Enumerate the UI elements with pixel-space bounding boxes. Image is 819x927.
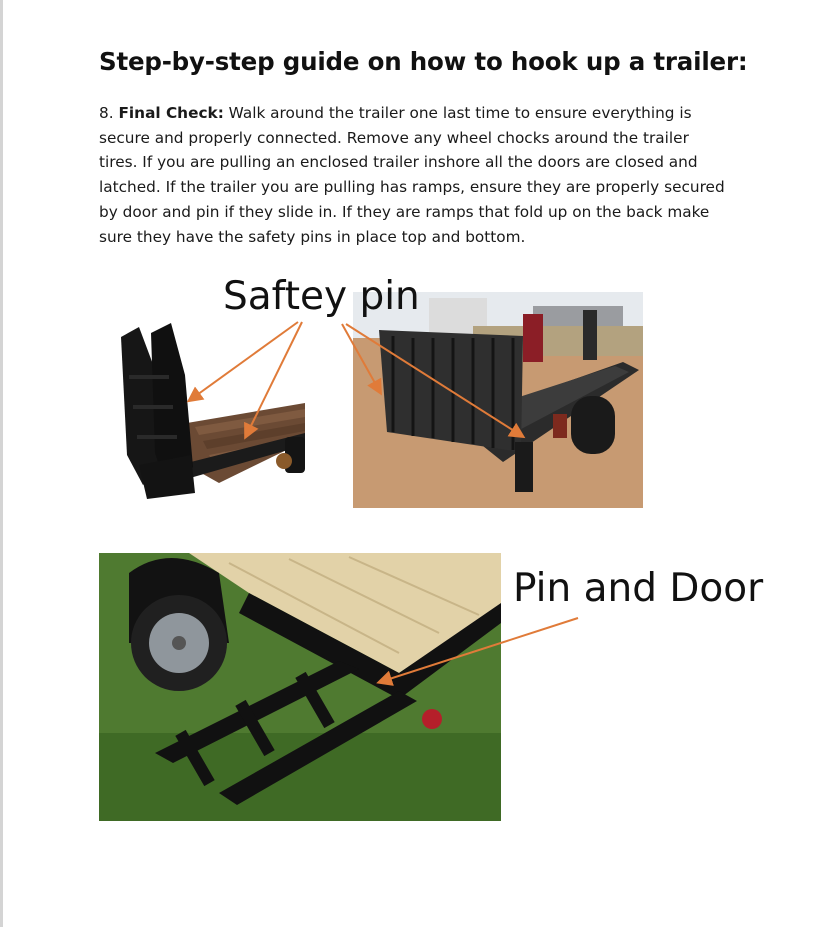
step-paragraph bbox=[99, 101, 729, 249]
step-body: Walk around the trailer one last time to ensure everything is secure and properly connected. Remove any wheel chocks around the trailer tires. If you are pulling an enclosed trailer inshore all the doors are closed and latched. If the trailer you are pulling has ramps, ensure they are properly secured by door and pin if they slide in. If they are ramps that fold up on the back make sure they have the safety pins in place top and bottom. bbox=[99, 104, 725, 246]
safety-pin-label: Saftey pin bbox=[223, 274, 420, 319]
pin-and-door-label: Pin and Door bbox=[513, 566, 764, 611]
photo-fold-up-ramps bbox=[99, 315, 305, 508]
step-heading: Final Check: bbox=[118, 104, 224, 122]
photo-slide-in-ramp bbox=[99, 553, 501, 821]
page-left-border bbox=[0, 0, 3, 927]
photo-utility-trailer bbox=[353, 292, 643, 508]
step-number: 8. bbox=[99, 104, 114, 122]
page-title: Step-by-step guide on how to hook up a trailer: bbox=[99, 47, 748, 76]
